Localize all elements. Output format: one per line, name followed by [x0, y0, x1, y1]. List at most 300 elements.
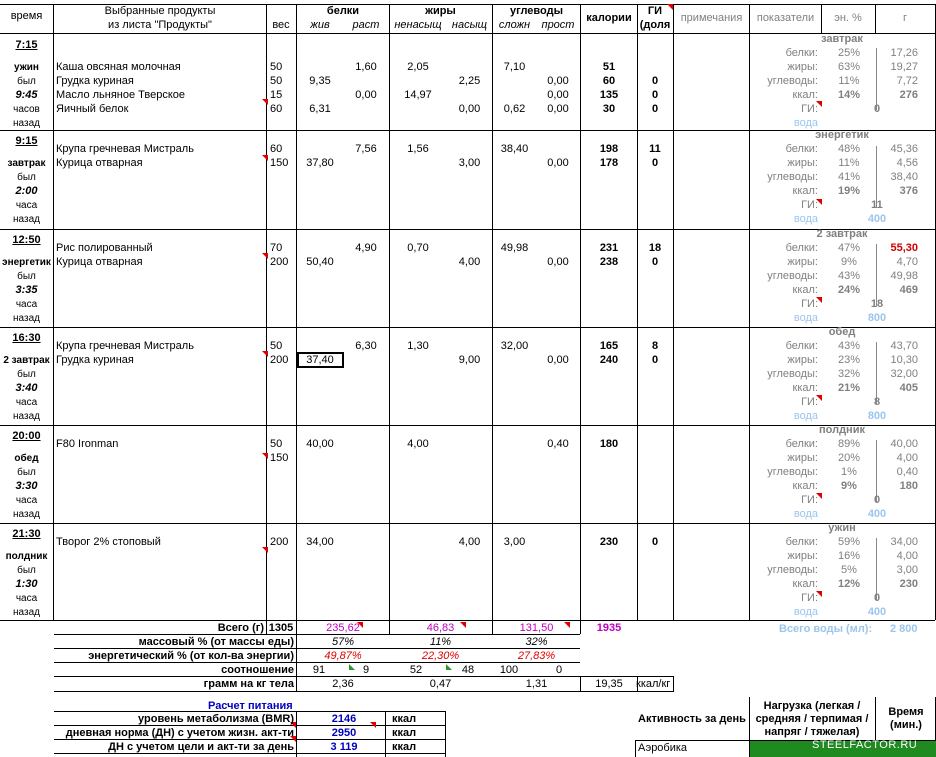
ratio-label: соотношение — [221, 664, 294, 676]
product-name[interactable]: Грудка куриная — [56, 354, 134, 366]
comment-flag-icon[interactable] — [262, 99, 268, 105]
cell-cb[interactable]: 0,40 — [547, 438, 569, 450]
cell-pa[interactable]: 37,80 — [306, 157, 334, 169]
meal-hours-label: часов — [13, 104, 40, 115]
summary-water: 800 — [867, 312, 887, 324]
summary-grams: 38,40 — [890, 171, 918, 183]
meal-interval: 1:30 — [15, 578, 38, 590]
summary-label: жиры: — [787, 61, 818, 73]
cell-kc[interactable]: 178 — [599, 157, 619, 169]
summary-gi: 18 — [870, 298, 884, 310]
cell-pb[interactable]: 4,90 — [355, 242, 377, 254]
perkg-label: грамм на кг тела — [203, 678, 294, 690]
ratio-value: 0 — [555, 664, 563, 676]
summary-title: обед — [828, 326, 856, 338]
cell-w[interactable]: 150 — [270, 452, 289, 464]
summary-gi-label: ГИ: — [801, 592, 818, 604]
watermark: STEELFACTOR.RU — [812, 739, 918, 751]
cell-w[interactable]: 50 — [270, 61, 283, 73]
summary-grams: 469 — [899, 284, 918, 296]
cell-kc[interactable]: 135 — [599, 89, 619, 101]
grid-line — [0, 620, 935, 621]
summary-grams: 32,00 — [890, 368, 918, 380]
activity-load-header: напряг / тяжелая) — [764, 726, 860, 738]
cell-pa[interactable]: 6,31 — [309, 103, 331, 115]
product-name[interactable]: Масло льняное Тверское — [56, 89, 186, 101]
comment-flag-icon[interactable] — [262, 547, 268, 553]
meal-interval: 3:35 — [15, 284, 38, 296]
header-proteins: белки — [326, 5, 360, 17]
ratio-value: 9 — [362, 664, 370, 676]
meal-hours-label: часа — [15, 299, 38, 310]
cell-fa[interactable]: 2,05 — [407, 61, 429, 73]
energy-pct-carbs: 27,83% — [517, 650, 556, 662]
activity-label: Активность за день — [638, 713, 746, 725]
mass-pct-fats: 11% — [429, 636, 452, 648]
summary-title: энергетик — [815, 129, 869, 141]
selected-cell[interactable] — [297, 352, 344, 368]
cell-fa[interactable]: 14,97 — [404, 89, 432, 101]
cell-pa[interactable]: 9,35 — [309, 75, 331, 87]
grid-line — [492, 4, 493, 620]
summary-water: 400 — [867, 213, 887, 225]
summary-label: белки: — [785, 536, 818, 548]
header-proteins-plant: раст — [352, 19, 380, 31]
meal-interval: 9:45 — [15, 89, 38, 101]
summary-label: белки: — [785, 438, 818, 450]
cell-gi[interactable]: 8 — [651, 340, 659, 352]
cell-fb[interactable]: 4,00 — [458, 256, 481, 268]
summary-label: жиры: — [787, 550, 818, 562]
totals-carbs: 131,50 — [519, 622, 554, 634]
meal-previous: завтрак — [7, 158, 46, 169]
cell-kc[interactable]: 240 — [599, 354, 619, 366]
header-proteins-animal: жив — [310, 19, 330, 31]
cell-fb[interactable]: 3,00 — [458, 157, 481, 169]
summary-label: ккал: — [792, 89, 818, 101]
ratio-value: 100 — [499, 664, 519, 676]
summary-energy-pct: 12% — [837, 578, 861, 590]
meal-time: 12:50 — [12, 234, 41, 246]
product-name[interactable]: Крупа гречневая Мистраль — [56, 340, 194, 352]
cell-w[interactable]: 200 — [270, 536, 289, 548]
summary-energy-pct: 9% — [841, 256, 857, 268]
summary-water-label: вода — [793, 508, 818, 520]
cell-gi[interactable]: 18 — [648, 242, 662, 254]
summary-grams: 10,30 — [890, 354, 918, 366]
meal-ago-label: назад — [13, 509, 40, 520]
summary-grams: 4,56 — [896, 157, 918, 169]
bmr-unit: ккал — [392, 713, 417, 725]
summary-label: жиры: — [787, 354, 818, 366]
summary-water-label: вода — [793, 410, 818, 422]
summary-energy-pct: 47% — [837, 242, 861, 254]
grid-line — [296, 711, 297, 757]
summary-gi-label: ГИ: — [801, 103, 818, 115]
meal-previous: обед — [14, 453, 39, 464]
cell-gi[interactable]: 0 — [651, 536, 659, 548]
comment-flag-icon[interactable] — [262, 155, 268, 161]
cell-fb[interactable]: 2,25 — [458, 75, 481, 87]
summary-energy-pct: 9% — [841, 480, 857, 492]
summary-gi-label: ГИ: — [801, 396, 818, 408]
summary-water: 800 — [867, 410, 887, 422]
summary-title: ужин — [828, 522, 856, 534]
dn-value: 2950 — [331, 727, 357, 739]
meal-was-label: был — [17, 467, 36, 478]
cell-ca[interactable]: 0,62 — [503, 103, 526, 115]
summary-label: жиры: — [787, 452, 818, 464]
product-name[interactable]: Крупа гречневая Мистраль — [56, 143, 194, 155]
meal-time: 21:30 — [12, 528, 41, 540]
summary-gi-label: ГИ: — [801, 494, 818, 506]
grid-line — [53, 4, 54, 620]
cell-fa[interactable]: 4,00 — [407, 438, 429, 450]
mass-pct-label: массовый % (от массы еды) — [138, 636, 294, 648]
cell-cb[interactable]: 0,00 — [547, 89, 569, 101]
grid-line — [635, 740, 636, 757]
energy-pct-label: энергетический % (от кол-ва энергии) — [88, 650, 294, 662]
summary-label: белки: — [785, 143, 818, 155]
summary-title: полдник — [819, 424, 865, 436]
header-calories: калории — [586, 12, 632, 24]
product-name[interactable]: F80 Ironman — [56, 438, 119, 450]
summary-grams: 4,00 — [896, 452, 918, 464]
ratio-value: 91 — [312, 664, 326, 676]
header-gi: ГИ — [647, 5, 663, 17]
cell-cb[interactable]: 0,00 — [547, 157, 569, 169]
summary-label: ккал: — [792, 185, 818, 197]
summary-gi: 0 — [873, 592, 881, 604]
cell-gi[interactable]: 0 — [651, 75, 659, 87]
cell-w[interactable]: 150 — [270, 157, 289, 169]
summary-energy-pct: 20% — [837, 452, 861, 464]
summary-grams: 0,40 — [896, 466, 918, 478]
summary-label: углеводы: — [767, 171, 818, 183]
summary-energy-pct: 11% — [838, 75, 860, 87]
dn-label: дневная норма (ДН) с учетом жизн. акт-ти — [65, 727, 294, 739]
cell-gi[interactable]: 0 — [651, 103, 659, 115]
cell-w[interactable]: 50 — [270, 438, 283, 450]
grid-line — [876, 538, 877, 600]
summary-gi: 11 — [871, 199, 883, 211]
cell-kc[interactable]: 230 — [599, 536, 619, 548]
comment-flag-icon[interactable] — [262, 351, 268, 357]
product-name[interactable]: Творог 2% стоповый — [56, 536, 161, 548]
dn-unit: ккал — [392, 727, 417, 739]
cell-ca[interactable]: 32,00 — [500, 340, 529, 352]
grid-line — [266, 4, 267, 620]
meal-time: 16:30 — [12, 332, 41, 344]
header-products-sub: из листа "Продукты" — [108, 19, 212, 31]
header-carbs: углеводы — [510, 5, 563, 17]
cell-pa[interactable]: 40,00 — [306, 438, 334, 450]
cell-gi[interactable]: 0 — [651, 354, 659, 366]
cell-w[interactable]: 50 — [270, 340, 283, 352]
summary-energy-pct: 89% — [837, 438, 861, 450]
cell-kc[interactable]: 165 — [599, 340, 619, 352]
summary-water: 400 — [867, 606, 887, 618]
cell-ca[interactable]: 7,10 — [503, 61, 526, 73]
meal-time: 7:15 — [15, 39, 38, 51]
summary-label: жиры: — [787, 157, 818, 169]
summary-grams: 34,00 — [890, 536, 918, 548]
grid-line — [673, 4, 674, 620]
meal-ago-label: назад — [13, 607, 40, 618]
totals-proteins: 235,62 — [326, 622, 360, 634]
header-time: время — [10, 10, 43, 22]
summary-water: 400 — [867, 508, 887, 520]
meal-hours-label: часа — [15, 200, 38, 211]
product-name[interactable]: Курица отварная — [56, 157, 143, 169]
summary-grams: 43,70 — [890, 340, 918, 352]
cell-fa[interactable]: 1,30 — [407, 340, 429, 352]
cell-pa[interactable]: 34,00 — [306, 536, 334, 548]
summary-grams: 40,00 — [890, 438, 918, 450]
header-fats-sat: насыщ — [451, 19, 488, 31]
summary-label: белки: — [785, 340, 818, 352]
summary-energy-pct: 16% — [837, 550, 861, 562]
summary-title: 2 завтрак — [816, 228, 868, 240]
summary-label: углеводы: — [767, 368, 818, 380]
cell-w[interactable]: 200 — [270, 256, 289, 268]
summary-energy-pct: 14% — [837, 89, 861, 101]
header-energy-pct: эн. % — [834, 12, 862, 24]
perkg-proteins: 2,36 — [332, 678, 354, 690]
cell-pb[interactable]: 6,30 — [355, 340, 377, 352]
summary-energy-pct: 43% — [837, 270, 861, 282]
cell-gi[interactable]: 0 — [651, 157, 659, 169]
summary-energy-pct: 23% — [837, 354, 861, 366]
cell-gi[interactable]: 11 — [649, 143, 661, 155]
totals-calories: 1935 — [596, 622, 622, 634]
summary-energy-pct: 5% — [841, 564, 857, 576]
summary-energy-pct: 11% — [838, 157, 860, 169]
meal-time: 9:15 — [15, 135, 38, 147]
totals-fats: 46,83 — [426, 622, 455, 634]
cell-w[interactable]: 200 — [270, 354, 289, 366]
summary-label: углеводы: — [767, 75, 818, 87]
perkg-calories: 19,35 — [595, 678, 623, 690]
product-name[interactable]: Яичный белок — [56, 103, 129, 115]
summary-energy-pct: 43% — [837, 340, 861, 352]
cell-gi[interactable]: 0 — [651, 89, 659, 101]
meal-hours-label: часа — [15, 593, 38, 604]
cell-w[interactable]: 60 — [270, 103, 283, 115]
summary-grams: 7,72 — [896, 75, 918, 87]
cell-kc[interactable]: 60 — [602, 75, 616, 87]
cell-kc[interactable]: 238 — [599, 256, 619, 268]
cell-fb[interactable]: 9,00 — [458, 354, 481, 366]
cell-pb[interactable]: 0,00 — [355, 89, 377, 101]
meal-hours-label: часа — [15, 397, 38, 408]
product-name[interactable]: Курица отварная — [56, 256, 143, 268]
cell-ca[interactable]: 3,00 — [503, 536, 526, 548]
cell-w[interactable]: 70 — [270, 242, 283, 254]
cell-ca[interactable]: 38,40 — [500, 143, 529, 155]
summary-gi: 0 — [873, 103, 881, 115]
header-fats-unsat: ненасыщ — [394, 19, 442, 31]
summary-title: завтрак — [821, 33, 863, 45]
cell-w[interactable]: 50 — [270, 75, 283, 87]
cell-gi[interactable]: 0 — [651, 256, 659, 268]
summary-label: ккал: — [792, 480, 818, 492]
summary-grams: 49,98 — [890, 270, 918, 282]
grid-line — [876, 48, 877, 110]
header-indicators: показатели — [756, 12, 815, 24]
cell-fa[interactable]: 1,56 — [407, 143, 429, 155]
grid-line — [876, 244, 877, 306]
cell-fb[interactable]: 4,00 — [458, 536, 481, 548]
header-carbs-complex: сложн — [498, 19, 531, 31]
meal-previous: полдник — [5, 551, 48, 562]
summary-energy-pct: 21% — [837, 382, 861, 394]
cell-pa[interactable]: 50,40 — [306, 256, 334, 268]
perkg-carbs: 1,31 — [525, 678, 548, 690]
meal-was-label: был — [17, 271, 36, 282]
summary-grams: 4,70 — [896, 256, 918, 268]
calc-title: Расчет питания — [208, 700, 293, 712]
totals-weight: 1305 — [268, 622, 294, 634]
summary-grams: 276 — [899, 89, 918, 101]
summary-gi: 8 — [873, 396, 881, 408]
summary-grams: 45,36 — [890, 143, 918, 155]
grid-line — [385, 711, 386, 757]
header-fats: жиры — [425, 5, 456, 17]
summary-grams: 3,00 — [896, 564, 918, 576]
summary-energy-pct: 1% — [841, 466, 857, 478]
summary-grams: 230 — [899, 578, 918, 590]
summary-grams: 17,26 — [890, 47, 918, 59]
activity-time-header: Время — [888, 706, 924, 718]
meal-previous: 2 завтрак — [3, 355, 50, 366]
cell-cb[interactable]: 0,00 — [547, 103, 569, 115]
summary-energy-pct: 19% — [837, 185, 861, 197]
summary-water-label: вода — [793, 213, 818, 225]
cell-ca[interactable]: 49,98 — [500, 242, 529, 254]
product-name[interactable]: Каша овсяная молочная — [56, 61, 181, 73]
grid-line — [580, 691, 674, 692]
meal-previous: ужин — [14, 62, 39, 73]
cell-cb[interactable]: 0,00 — [547, 354, 569, 366]
cell-w[interactable]: 15 — [270, 89, 283, 101]
comment-flag-icon[interactable] — [262, 453, 268, 459]
cell-fb[interactable]: 0,00 — [458, 103, 481, 115]
mass-pct-carbs: 32% — [525, 636, 548, 648]
summary-label: ккал: — [792, 578, 818, 590]
summary-label: белки: — [785, 242, 818, 254]
bmr-label: уровень метаболизма (BMR) — [138, 713, 294, 725]
cell-pb[interactable]: 7,56 — [355, 143, 377, 155]
grid-line — [580, 676, 674, 677]
product-name[interactable]: Грудка куриная — [56, 75, 134, 87]
cell-pa[interactable]: 37,40 — [306, 354, 334, 366]
summary-grams: 180 — [899, 480, 918, 492]
summary-grams: 4,00 — [896, 550, 918, 562]
ratio-value: 48 — [461, 664, 475, 676]
cell-kc[interactable]: 180 — [599, 438, 619, 450]
cell-cb[interactable]: 0,00 — [547, 256, 569, 268]
cell-fa[interactable]: 0,70 — [407, 242, 429, 254]
grid-line — [876, 342, 877, 404]
cell-kc[interactable]: 231 — [599, 242, 619, 254]
energy-pct-fats: 22,30% — [421, 650, 460, 662]
summary-water-label: вода — [793, 312, 818, 324]
meal-ago-label: назад — [13, 313, 40, 324]
cell-pb[interactable]: 1,60 — [355, 61, 377, 73]
goal-unit: ккал — [392, 741, 417, 753]
grid-line — [54, 691, 580, 692]
cell-w[interactable]: 60 — [270, 143, 283, 155]
summary-gi: 0 — [873, 494, 881, 506]
product-name[interactable]: Рис полированный — [56, 242, 153, 254]
grid-line — [749, 4, 750, 620]
summary-label: углеводы: — [767, 270, 818, 282]
header-carbs-simple: прост — [541, 19, 575, 31]
header-notes: примечания — [680, 12, 743, 24]
summary-energy-pct: 32% — [837, 368, 861, 380]
grid-line — [673, 676, 674, 691]
summary-energy-pct: 25% — [837, 47, 861, 59]
meal-previous: энергетик — [2, 257, 51, 268]
summary-grams: 405 — [899, 382, 918, 394]
activity-first[interactable]: Аэробика — [638, 742, 688, 754]
energy-pct-proteins: 49,87% — [324, 650, 362, 662]
summary-grams: 19,27 — [890, 61, 918, 73]
meal-was-label: был — [17, 565, 36, 576]
cell-kc[interactable]: 30 — [602, 103, 616, 115]
meal-was-label: был — [17, 369, 36, 380]
summary-energy-pct: 59% — [837, 536, 861, 548]
meal-time: 20:00 — [12, 430, 41, 442]
header-products: Выбранные продукты — [104, 5, 216, 17]
meal-hours-label: часа — [15, 495, 38, 506]
meal-ago-label: назад — [13, 214, 40, 225]
goal-label: ДН с учетом цели и акт-ти за день — [108, 741, 294, 753]
summary-energy-pct: 24% — [837, 284, 861, 296]
summary-label: ккал: — [792, 382, 818, 394]
grid-line — [580, 676, 581, 691]
ratio-value: 52 — [409, 664, 423, 676]
activity-time-header: (мин.) — [890, 719, 922, 731]
summary-energy-pct: 41% — [837, 171, 861, 183]
comment-flag-icon[interactable] — [262, 253, 268, 259]
cell-cb[interactable]: 0,00 — [547, 75, 569, 87]
totals-water: 2 800 — [890, 623, 918, 635]
summary-grams: 376 — [899, 185, 918, 197]
meal-interval: 2:00 — [15, 185, 38, 197]
perkg-unit: ккал/кг — [636, 678, 671, 690]
summary-gi-label: ГИ: — [801, 199, 818, 211]
summary-label: ккал: — [792, 284, 818, 296]
bmr-value: 2146 — [331, 713, 357, 725]
perkg-fats: 0,47 — [429, 678, 452, 690]
meal-ago-label: назад — [13, 411, 40, 422]
cell-kc[interactable]: 198 — [599, 143, 619, 155]
totals-water-label: Всего воды (мл): — [779, 623, 873, 635]
grid-line — [445, 711, 446, 757]
mass-pct-proteins: 57% — [331, 636, 355, 648]
summary-label: углеводы: — [767, 564, 818, 576]
cell-kc[interactable]: 51 — [602, 61, 616, 73]
goal-value: 3 119 — [330, 741, 358, 753]
summary-gi-label: ГИ: — [801, 298, 818, 310]
meal-was-label: был — [17, 172, 36, 183]
header-weight: вес — [272, 19, 290, 31]
header-grams: г — [902, 12, 907, 24]
meal-ago-label: назад — [13, 118, 40, 129]
activity-load-header: средняя / терпимая / — [755, 713, 869, 725]
